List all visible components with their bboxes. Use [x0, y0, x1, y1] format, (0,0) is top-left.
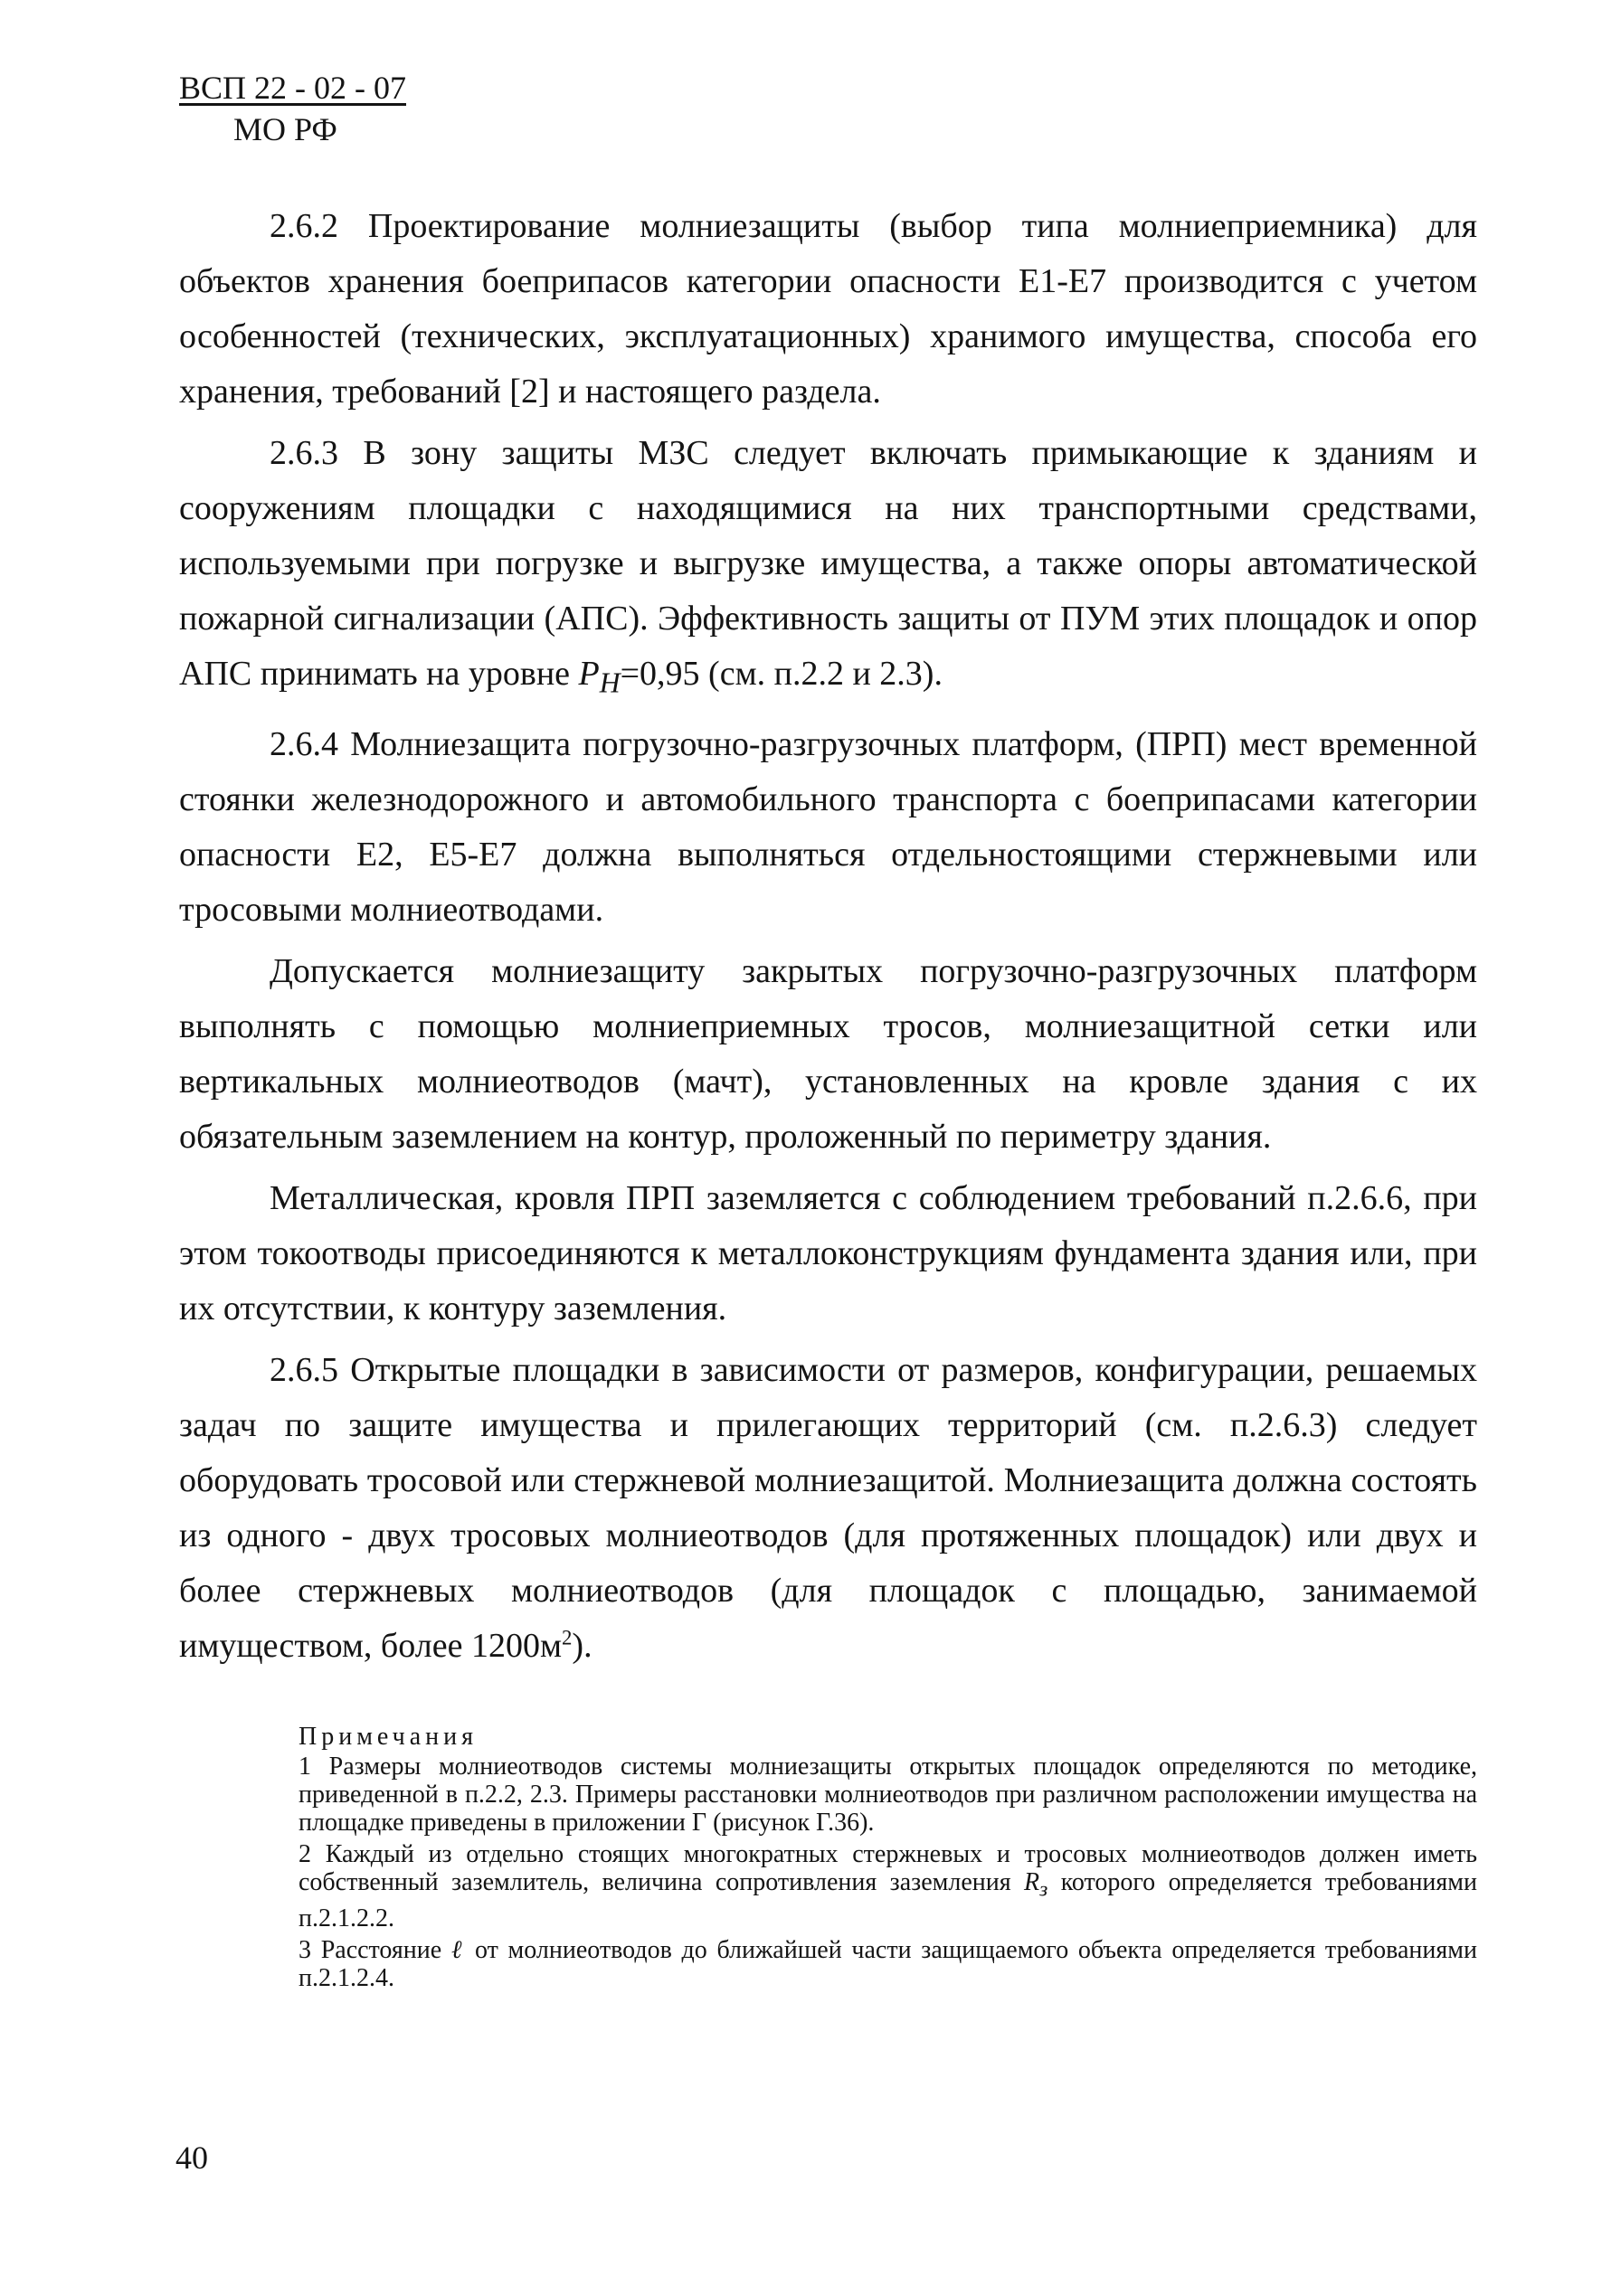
document-header — [179, 67, 406, 150]
notes-block — [299, 1723, 1477, 1996]
paragraph-metal-roof: Металлическая, кровля ПРП заземляется с соблюдением требований п.2.6.6, при этом токоотводы присоединяются к металлоконструкциям фундамента здания или, при их отсутствии, к контуру заземления. — [179, 1178, 1477, 1328]
notes-title: Примечания — [299, 1723, 479, 1751]
note-3: 3 Расстояние ℓ от молниеотводов до ближайшей части защищаемого объекта определяется требованиями п.2.1.2.4. — [299, 1935, 1477, 1992]
paragraph-closed-platforms: Допускается молниезащиту закрытых погрузочно-разгрузочных платформ выполнять с помощью молниеприемных тросов, молниезащитной сетки или вертикальных молниеотводов (мачт), установленных на кровле здания с их обязательным заземлением на контур, проложенный по периметру здания. — [179, 951, 1477, 1156]
paragraph-2-6-4: 2.6.4 Молниезащита погрузочно-разгрузочных платформ, (ПРП) мест временной стоянки железнодорожного и автомобильного транспорта с боеприпасами категории опасности Е2, Е5-Е7 должна выполняться отдельностоящими стержневыми или тросовыми молниеотводами. — [179, 724, 1477, 929]
main-text — [179, 199, 1477, 1680]
standard-code: ВСП 22 - 02 - 07 — [179, 70, 406, 106]
note-2: 2 Каждый из отдельно стоящих многократных стержневых и тросовых молниеотводов должен иметь собственный заземлитель, величина сопротивления заземления $R_з$ которого определяется требованиями п.2.1.2.2. — [299, 1840, 1477, 1932]
paragraph-2-6-2: 2.6.2 Проектирование молниезащиты (выбор типа молниеприемника) для объектов хранения боеприпасов категории опасности Е1-Е7 производится с учетом особенностей (технических, эксплуатационных) хранимого имущества, способа его хранения, требований [2] и настоящего раздела. — [179, 207, 1477, 411]
page-number: 40 — [175, 2140, 208, 2176]
paragraph-2-6-3: 2.6.3 В зону защиты МЗС следует включать примыкающие к зданиям и сооружениям площадки с находящимися на них транспортными средствами, используемыми при погрузке и выгрузке имущества, а также опоры автоматической пожарной сигнализации (АПС). Эффективность защиты от ПУМ этих площадок и опор АПС принимать на уровне $P_H=0,95$ (см. п.2.2 и 2.3). — [179, 434, 1477, 699]
organization-label: МО РФ — [233, 111, 337, 147]
probability-symbol: $P_H$ — [578, 655, 621, 699]
resistance-symbol: $R_з$ — [1024, 1868, 1048, 1902]
note-1: 1 Размеры молниеотводов системы молниезащиты открытых площадок определяются по методике, приведенной в п.2.2, 2.3. Примеры расстановки молниеотводов при различном расположении имущества на площадке приведены в приложении Г (рисунок Г.36). — [299, 1753, 1477, 1837]
paragraph-2-6-5: 2.6.5 Открытые площадки в зависимости от размеров, конфигурации, решаемых задач по защите имущества и прилегающих территорий (см. п.2.6.3) следует оборудовать тросовой или стержневой молниезащитой. Молниезащита должна состоять из одного - двух тросовых молниеотводов (для протяженных площадок) или двух и более стержневых молниеотводов (для площадок с площадью, занимаемой имуществом, более $1200м^2$). — [179, 1350, 1477, 1665]
distance-symbol: ℓ — [450, 1935, 466, 1964]
